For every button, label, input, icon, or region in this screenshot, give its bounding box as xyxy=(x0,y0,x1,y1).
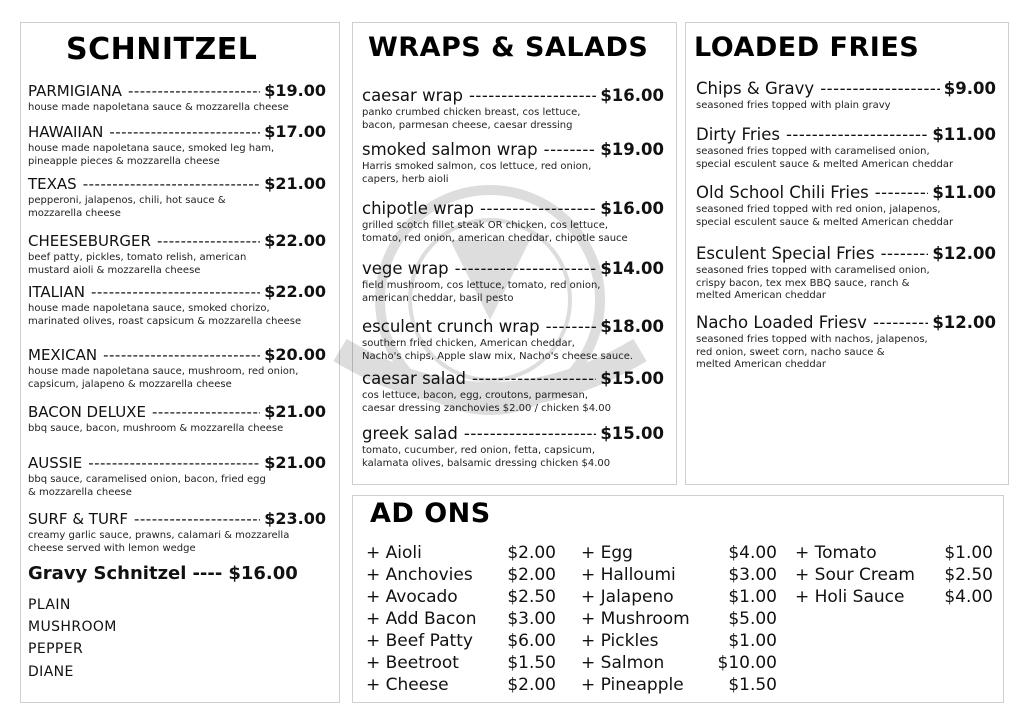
menu-item-chipotle-wrap xyxy=(362,199,664,245)
dotted-leader xyxy=(103,346,260,364)
addon-add-bacon xyxy=(366,609,556,629)
dotted-leader xyxy=(91,283,260,301)
addon-price: $10.00 xyxy=(717,653,777,673)
addon-price: $1.00 xyxy=(944,543,993,563)
addon-name: + Pickles xyxy=(581,631,659,651)
addon-name: + Tomato xyxy=(795,543,877,563)
wraps-salads-heading: WRAPS & SALADS xyxy=(368,32,649,63)
menu-item-price: $20.00 xyxy=(264,345,326,364)
menu-item-chips-gravy xyxy=(696,79,996,113)
addon-jalapeno xyxy=(581,587,777,607)
menu-item-name: AUSSIE xyxy=(28,454,83,472)
menu-item-description: panko crumbed chicken breast, cos lettuce, bacon, parmesan cheese, caesar dressing xyxy=(362,107,581,131)
menu-item-description: seasoned fries topped with caramelised onion, special esculent sauce & melted American cheddar xyxy=(696,146,954,170)
menu-item-price: $17.00 xyxy=(264,122,326,141)
menu-item-description: seasoned fries topped with nachos, jalapenos, red onion, sweet corn, nacho sauce & melted American cheddar xyxy=(696,334,928,370)
addon-egg xyxy=(581,543,777,563)
menu-item-price: $15.00 xyxy=(600,424,664,443)
addon-price: $2.00 xyxy=(507,565,556,585)
menu-item-price: $22.00 xyxy=(264,282,326,301)
addon-name: + Anchovies xyxy=(366,565,473,585)
menu-item-old-school-chili-fries xyxy=(696,183,996,229)
gravy-schnitzel-price: $16.00 xyxy=(228,563,298,584)
menu-item-name: PARMIGIANA xyxy=(28,82,122,100)
menu-item-description: house made napoletana sauce, smoked chorizo, marinated olives, roast capsicum & mozzarella cheese xyxy=(28,303,302,327)
dotted-leader xyxy=(873,313,928,332)
menu-item-name: CHEESEBURGER xyxy=(28,232,151,250)
addon-name: + Egg xyxy=(581,543,633,563)
menu-item-italian xyxy=(28,282,326,328)
menu-item-texas xyxy=(28,174,326,220)
addon-name: + Pineapple xyxy=(581,675,684,695)
menu-item-esculent-special-fries xyxy=(696,244,996,303)
dotted-leader xyxy=(469,86,596,105)
addon-price: $3.00 xyxy=(507,609,556,629)
menu-item-description: house made napoletana sauce, smoked leg ham, pineapple pieces & mozzarella cheese xyxy=(28,143,275,167)
menu-item-smoked-salmon-wrap xyxy=(362,140,664,186)
menu-item-esculent-crunch-wrap xyxy=(362,317,664,363)
addon-sour-cream xyxy=(795,565,993,585)
menu-item-price: $19.00 xyxy=(600,140,664,159)
menu-item-description: house made napoletana sauce, mushroom, red onion, capsicum, jalapeno & mozzarella cheese xyxy=(28,366,299,390)
addon-price: $4.00 xyxy=(944,587,993,607)
menu-item-description: seasoned fries topped with caramelised onion, crispy bacon, tex mex BBQ sauce, ranch & melted American cheddar xyxy=(696,265,930,301)
addon-name: + Beef Patty xyxy=(366,631,473,651)
addon-tomato xyxy=(795,543,993,563)
menu-item-price: $18.00 xyxy=(600,317,664,336)
menu-item-name: Chips & Gravy xyxy=(696,79,815,98)
menu-item-name: SURF & TURF xyxy=(28,510,128,528)
menu-item-name: TEXAS xyxy=(28,175,77,193)
menu-item-vege-wrap xyxy=(362,259,664,305)
addon-name: + Avocado xyxy=(366,587,458,607)
addon-name: + Mushroom xyxy=(581,609,690,629)
addon-price: $2.00 xyxy=(507,543,556,563)
addon-holi-sauce xyxy=(795,587,993,607)
dotted-leader xyxy=(881,244,929,263)
addon-beetroot xyxy=(366,653,556,673)
menu-item-description: pepperoni, jalapenos, chili, hot sauce & mozzarella cheese xyxy=(28,195,226,219)
addon-name: + Jalapeno xyxy=(581,587,674,607)
menu-item-name: chipotle wrap xyxy=(362,199,474,218)
menu-item-description: creamy garlic sauce, prawns, calamari & mozzarella cheese served with lemon wedge xyxy=(28,530,290,554)
menu-item-name: HAWAIIAN xyxy=(28,123,104,141)
addons-heading: AD ONS xyxy=(370,498,491,529)
addon-price: $2.00 xyxy=(507,675,556,695)
menu-item-name: greek salad xyxy=(362,424,458,443)
menu-item-price: $15.00 xyxy=(600,369,664,388)
addon-halloumi xyxy=(581,565,777,585)
dotted-leader xyxy=(88,454,260,472)
menu-item-description: cos lettuce, bacon, egg, croutons, parmesan, caesar dressing zanchovies $2.00 / chicken $4.00 xyxy=(362,390,611,414)
addon-pickles xyxy=(581,631,777,651)
menu-item-price: $14.00 xyxy=(600,259,664,278)
menu-item-price: $16.00 xyxy=(600,199,664,218)
dotted-leader xyxy=(480,199,596,218)
menu-item-aussie xyxy=(28,453,326,499)
menu-item-caesar-salad xyxy=(362,369,664,415)
menu-item-name: MEXICAN xyxy=(28,346,98,364)
menu-item-description: house made napoletana sauce & mozzarella cheese xyxy=(28,102,289,113)
dotted-leader xyxy=(134,510,260,528)
addon-name: + Add Bacon xyxy=(366,609,477,629)
addon-price: $1.50 xyxy=(728,675,777,695)
addon-price: $2.50 xyxy=(944,565,993,585)
menu-item-name: caesar salad xyxy=(362,369,466,388)
menu-item-price: $12.00 xyxy=(932,244,996,263)
menu-item-description: seasoned fries topped with plain gravy xyxy=(696,100,891,111)
menu-item-name: ITALIAN xyxy=(28,283,85,301)
gravy-option-mushroom: MUSHROOM xyxy=(28,619,117,635)
addon-price: $4.00 xyxy=(728,543,777,563)
menu-item-hawaiian xyxy=(28,122,326,168)
dotted-leader xyxy=(546,317,597,336)
loaded-fries-heading: LOADED FRIES xyxy=(694,32,920,63)
menu-item-description: tomato, cucumber, red onion, fetta, capsicum, kalamata olives, balsamic dressing chicken $4.00 xyxy=(362,445,611,469)
menu-item-name: Esculent Special Fries xyxy=(696,244,875,263)
dotted-leader xyxy=(152,403,260,421)
addon-price: $1.00 xyxy=(728,631,777,651)
menu-item-description: beef patty, pickles, tomato relish, american mustard aioli & mozzarella cheese xyxy=(28,252,247,276)
addon-cheese xyxy=(366,675,556,695)
addon-price: $1.00 xyxy=(728,587,777,607)
dotted-leader xyxy=(875,183,929,202)
menu-item-price: $9.00 xyxy=(943,79,996,98)
menu-item-price: $22.00 xyxy=(264,231,326,250)
dotted-leader xyxy=(83,175,261,193)
addon-name: + Salmon xyxy=(581,653,665,673)
menu-item-price: $19.00 xyxy=(264,81,326,100)
menu-item-price: $12.00 xyxy=(932,313,996,332)
menu-item-parmigiana xyxy=(28,81,326,115)
addon-name: + Holi Sauce xyxy=(795,587,905,607)
addon-pineapple xyxy=(581,675,777,695)
menu-item-description: Harris smoked salmon, cos lettuce, red onion, capers, herb aioli xyxy=(362,161,592,185)
menu-item-price: $21.00 xyxy=(264,453,326,472)
menu-item-name: esculent crunch wrap xyxy=(362,317,540,336)
schnitzel-heading: SCHNITZEL xyxy=(66,32,258,67)
menu-item-caesar-wrap xyxy=(362,86,664,132)
dotted-leader xyxy=(109,123,260,141)
menu-item-price: $21.00 xyxy=(264,402,326,421)
menu-item-dirty-fries xyxy=(696,125,996,171)
addon-salmon xyxy=(581,653,777,673)
menu-item-nacho-loaded-friesv xyxy=(696,313,996,372)
menu-item-price: $16.00 xyxy=(600,86,664,105)
menu-item-description: grilled scotch fillet steak OR chicken, cos lettuce, tomato, red onion, american cheddar, chipotle sauce xyxy=(362,220,628,244)
menu-item-price: $23.00 xyxy=(264,509,326,528)
dotted-leader xyxy=(464,424,596,443)
addon-price: $6.00 xyxy=(507,631,556,651)
gravy-schnitzel-dashes: ---- xyxy=(192,563,223,584)
addon-price: $3.00 xyxy=(728,565,777,585)
menu-item-price: $11.00 xyxy=(932,183,996,202)
gravy-option-pepper: PEPPER xyxy=(28,641,84,657)
addon-name: + Halloumi xyxy=(581,565,676,585)
dotted-leader xyxy=(472,369,596,388)
menu-item-name: Dirty Fries xyxy=(696,125,780,144)
addon-aioli xyxy=(366,543,556,563)
gravy-schnitzel-row xyxy=(28,563,330,584)
addon-name: + Aioli xyxy=(366,543,422,563)
menu-item-description: bbq sauce, bacon, mushroom & mozzarella cheese xyxy=(28,423,284,434)
dotted-leader xyxy=(128,82,260,100)
menu-item-greek-salad xyxy=(362,424,664,470)
addon-price: $5.00 xyxy=(728,609,777,629)
menu-item-description: field mushroom, cos lettuce, tomato, red onion, american cheddar, basil pesto xyxy=(362,280,601,304)
addon-avocado xyxy=(366,587,556,607)
menu-item-name: BACON DELUXE xyxy=(28,403,146,421)
menu-item-description: seasoned fried topped with red onion, jalapenos, special esculent sauce & melted American cheddar xyxy=(696,204,954,228)
dotted-leader xyxy=(544,140,597,159)
menu-item-mexican xyxy=(28,345,326,391)
gravy-option-diane: DIANE xyxy=(28,664,74,680)
menu-item-price: $21.00 xyxy=(264,174,326,193)
menu-item-name: smoked salmon wrap xyxy=(362,140,538,159)
menu-item-description: bbq sauce, caramelised onion, bacon, fried egg & mozzarella cheese xyxy=(28,474,266,498)
gravy-option-plain: PLAIN xyxy=(28,597,71,613)
dotted-leader xyxy=(455,259,597,278)
menu-item-bacon-deluxe xyxy=(28,402,326,436)
menu-item-cheeseburger xyxy=(28,231,326,277)
menu-item-name: Nacho Loaded Friesv xyxy=(696,313,867,332)
addon-name: + Cheese xyxy=(366,675,449,695)
addon-beef-patty xyxy=(366,631,556,651)
menu-item-name: caesar wrap xyxy=(362,86,463,105)
dotted-leader xyxy=(786,125,928,144)
dotted-leader xyxy=(157,232,260,250)
gravy-schnitzel-name: Gravy Schnitzel xyxy=(28,563,187,584)
addon-name: + Beetroot xyxy=(366,653,459,673)
addon-price: $2.50 xyxy=(507,587,556,607)
addon-name: + Sour Cream xyxy=(795,565,915,585)
menu-item-description: southern fried chicken, American cheddar, Nacho's chips, Apple slaw mix, Nacho's cheese sauce. xyxy=(362,338,634,362)
menu-item-name: Old School Chili Fries xyxy=(696,183,869,202)
addon-anchovies xyxy=(366,565,556,585)
menu-item-surf-turf xyxy=(28,509,326,555)
addon-mushroom xyxy=(581,609,777,629)
menu-item-name: vege wrap xyxy=(362,259,449,278)
addon-price: $1.50 xyxy=(507,653,556,673)
dotted-leader xyxy=(820,79,940,98)
menu-item-price: $11.00 xyxy=(932,125,996,144)
